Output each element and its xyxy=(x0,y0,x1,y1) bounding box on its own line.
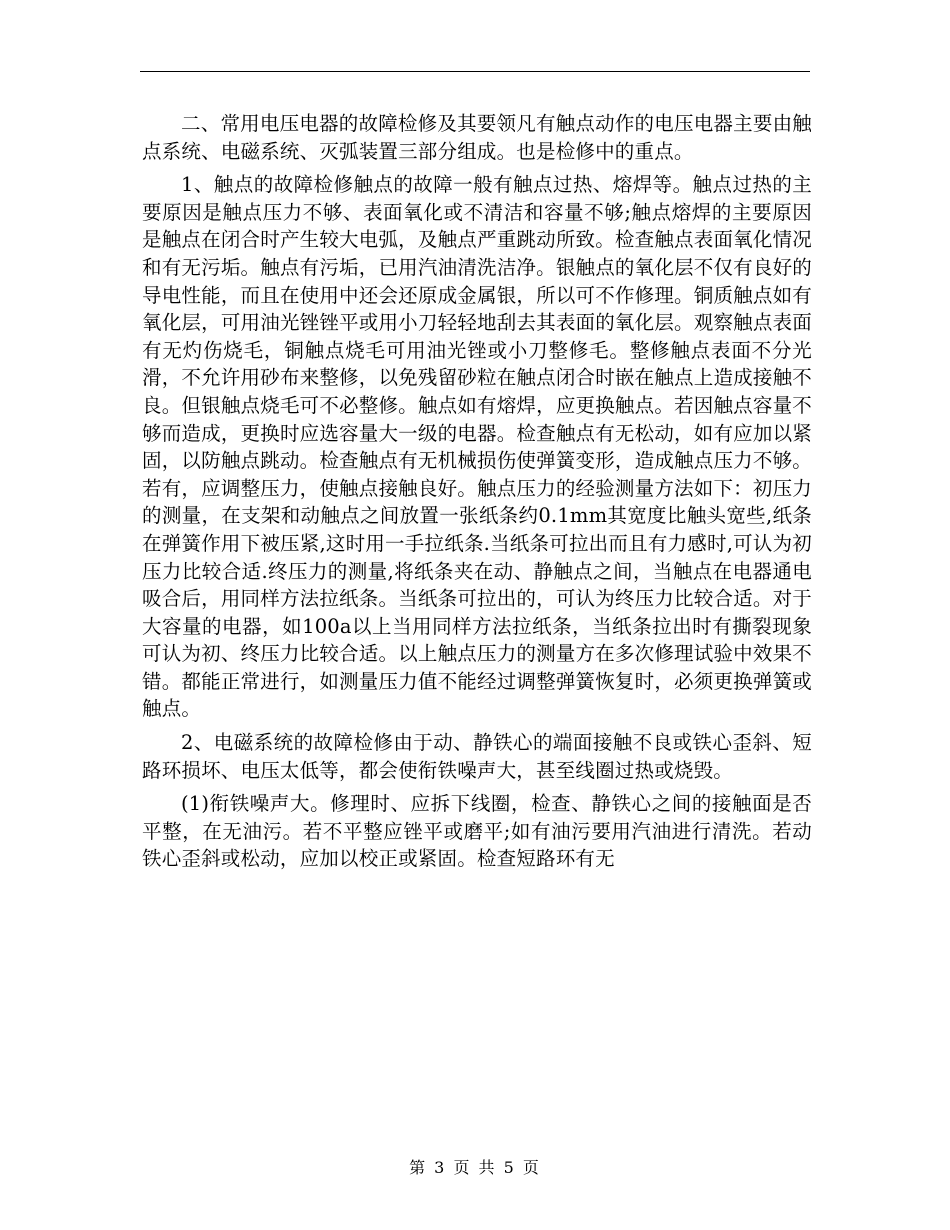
paragraph-electromagnetic-repair: 2、电磁系统的故障检修由于动、静铁心的端面接触不良或铁心歪斜、短路环损坏、电压太低等，都会使衔铁噪声大，甚至线圈过热或烧毁。 xyxy=(142,731,812,782)
document-body xyxy=(142,110,812,879)
paragraph-intro: 二、常用电压电器的故障检修及其要领凡有触点动作的电压电器主要由触点系统、电磁系统、灭弧装置三部分组成。也是检修中的重点。 xyxy=(142,112,812,163)
page-footer: 第 3 页 共 5 页 xyxy=(409,1158,541,1177)
paragraph-armature-noise: (1)衔铁噪声大。修理时、应拆下线圈，检查、静铁心之间的接触面是否平整，在无油污。若不平整应锉平或磨平;如有油污要用汽油进行清洗。若动铁心歪斜或松动，应加以校正或紧固。检查短路环有无 xyxy=(142,792,812,871)
paragraph-contact-repair: 1、触点的故障检修触点的故障一般有触点过热、熔焊等。触点过热的主要原因是触点压力不够、表面氧化或不清洁和容量不够;触点熔焊的主要原因是触点在闭合时产生较大电弧，及触点严重跳动所致。检查触点表面氧化情况和有无污垢。触点有污垢，已用汽油清洗洁净。银触点的氧化层不仅有良好的导电性能，而且在使用中还会还原成金属银，所以可不作修理。铜质触点如有氧化层，可用油光锉锉平或用小刀轻轻地刮去其表面的氧化层。观察触点表面有无灼伤烧毛，铜触点烧毛可用油光锉或小刀整修毛。整修触点表面不分光滑，不允许用砂布来整修，以免残留砂粒在触点闭合时嵌在触点上造成接触不良。但银触点烧毛可不必整修。触点如有熔焊，应更换触点。若因触点容量不够而造成，更换时应选容量大一级的电器。检查触点有无松动，如有应加以紧固，以防触点跳动。检查触点有无机械损伤使弹簧变形，造成触点压力不够。若有，应调整压力，使触点接触良好。触点压力的经验测量方法如下：初压力的测量，在支架和动触点之间放置一张纸条约0.1mm其宽度比触头宽些,纸条在弹簧作用下被压紧,这时用一手拉纸条.当纸条可拉出而且有力感时,可认为初压力比较合适.终压力的测量,将纸条夹在动、静触点之间，当触点在电器通电吸合后，用同样方法拉纸条。当纸条可拉出的，可认为终压力比较合适。对于大容量的电器，如100a以上当用同样方法拉纸条，当纸条拉出时有撕裂现象可认为初、终压力比较合适。以上触点压力的测量方在多次修理试验中效果不错。都能正常进行，如测量压力值不能经过调整弹簧恢复时，必须更换弹簧或触点。 xyxy=(142,173,812,721)
header-rule xyxy=(140,71,810,72)
